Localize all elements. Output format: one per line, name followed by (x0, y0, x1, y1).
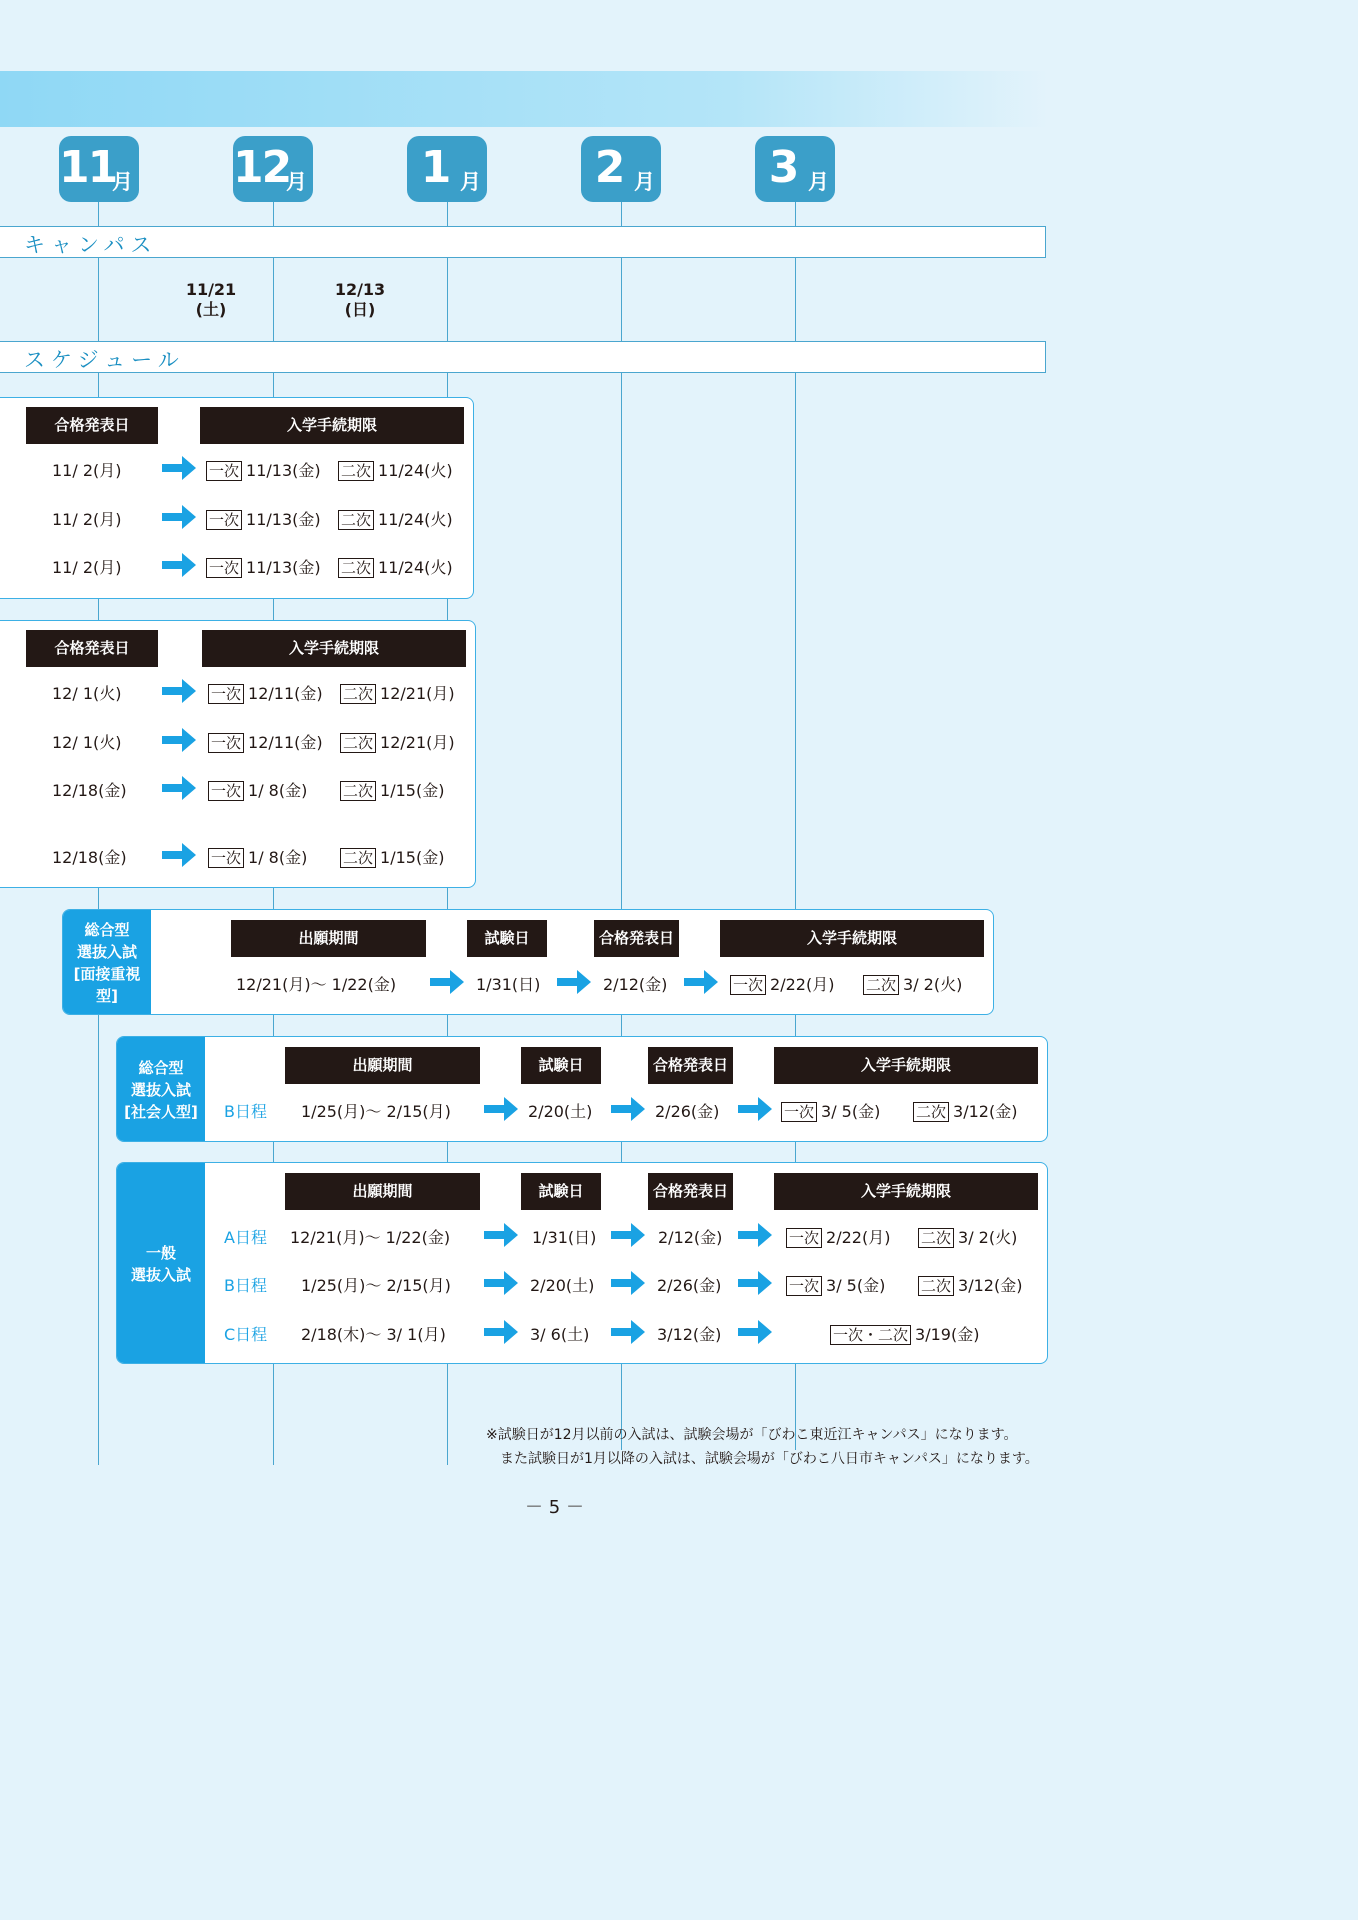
header-exam-date: 試験日 (521, 1047, 601, 1084)
second-date: 1/15(金) (380, 781, 445, 800)
pass-date: 12/ 1(火) (52, 684, 122, 703)
second-tag: 二次 (340, 848, 376, 868)
apply-period: 1/25(月)～ 2/15(月) (301, 1276, 451, 1295)
pass-date: 11/ 2(月) (52, 510, 122, 529)
second-date: 12/21(月) (380, 733, 455, 752)
second-deadline (863, 972, 962, 995)
schedule-block-3 (62, 909, 994, 1015)
pass-date: 11/ 2(月) (52, 558, 122, 577)
combined-date: 3/19(金) (915, 1325, 980, 1344)
first-deadline (208, 681, 323, 704)
arrow-icon (162, 728, 196, 752)
second-deadline (338, 555, 453, 578)
pass-date: 12/ 1(火) (52, 733, 122, 752)
first-date: 3/ 5(金) (821, 1102, 881, 1121)
first-deadline (786, 1225, 890, 1248)
header-apply-period: 出願期間 (285, 1047, 480, 1084)
arrow-icon (738, 1320, 772, 1344)
side-line: [面接重視型] (73, 965, 141, 1005)
block-side-label (63, 910, 151, 1015)
note-line-1: ※試験日が12月以前の入試は、試験会場が「びわこ東近江キャンパス」になります。 (486, 1427, 1018, 1443)
header-enroll-deadline: 入学手続期限 (720, 920, 984, 957)
campus-band (0, 226, 1046, 258)
first-deadline (730, 972, 834, 995)
second-deadline (338, 507, 453, 530)
first-deadline (206, 458, 321, 481)
note-line-2: また試験日が1月以降の入試は、試験会場が「びわこ八日市キャンパス」になります。 (500, 1451, 1039, 1467)
first-tag: 一次 (208, 848, 244, 868)
campus-day: (日) (344, 300, 376, 319)
first-deadline (781, 1099, 880, 1122)
top-band (0, 71, 1048, 127)
header-exam-date: 試験日 (521, 1173, 601, 1210)
month-badge-3 (755, 136, 835, 202)
second-deadline (913, 1099, 1017, 1122)
first-deadline (208, 730, 323, 753)
exam-date: 2/20(土) (530, 1276, 595, 1295)
arrow-icon (738, 1097, 772, 1121)
second-tag: 二次 (338, 510, 374, 530)
arrow-icon (484, 1223, 518, 1247)
arrow-icon (611, 1320, 645, 1344)
arrow-icon (162, 843, 196, 867)
campus-date: 11/21 (185, 280, 237, 299)
month-badge-1 (407, 136, 487, 202)
schedule-block-1 (0, 397, 474, 599)
month-unit: 月 (460, 170, 481, 194)
month-badge-11 (59, 136, 139, 202)
side-line: 選抜入試 (130, 1081, 191, 1099)
arrow-icon (611, 1223, 645, 1247)
both-tag: 一次・二次 (830, 1325, 911, 1345)
apply-period: 12/21(月)～ 1/22(金) (236, 975, 397, 994)
arrow-icon (430, 970, 464, 994)
second-tag: 二次 (338, 558, 374, 578)
arrow-icon (738, 1223, 772, 1247)
second-date: 11/24(火) (378, 558, 453, 577)
arrow-icon (162, 776, 196, 800)
first-date: 11/13(金) (246, 558, 321, 577)
exam-date: 3/ 6(土) (530, 1325, 590, 1344)
month-number: 11 (59, 142, 117, 193)
side-line: 総合型 (84, 921, 130, 939)
header-apply-period: 出願期間 (231, 920, 426, 957)
exam-date: 2/20(土) (528, 1102, 593, 1121)
first-date: 1/ 8(金) (248, 781, 308, 800)
apply-period: 1/25(月)～ 2/15(月) (301, 1102, 451, 1121)
second-deadline (340, 778, 444, 801)
second-deadline (918, 1225, 1017, 1248)
first-date: 11/13(金) (246, 510, 321, 529)
schedule-label-b: B日程 (224, 1102, 267, 1121)
pass-date: 12/18(金) (52, 848, 127, 867)
campus-day: (土) (195, 300, 227, 319)
campus-label: キャンパス (24, 233, 158, 257)
second-date: 3/12(金) (953, 1102, 1018, 1121)
first-tag: 一次 (206, 461, 242, 481)
arrow-icon (162, 505, 196, 529)
month-badge-12 (233, 136, 313, 202)
second-deadline (340, 681, 455, 704)
schedule-label: A日程 (224, 1228, 267, 1247)
first-date: 3/ 5(金) (826, 1276, 886, 1295)
apply-period: 12/21(月)～ 1/22(金) (290, 1228, 451, 1247)
schedule-label: B日程 (224, 1276, 267, 1295)
second-tag: 二次 (913, 1102, 949, 1122)
first-date: 11/13(金) (246, 461, 321, 480)
first-tag: 一次 (730, 975, 766, 995)
campus-date: 12/13 (334, 280, 386, 299)
arrow-icon (484, 1320, 518, 1344)
second-date: 1/15(金) (380, 848, 445, 867)
month-unit: 月 (634, 170, 655, 194)
pass-date: 2/12(金) (658, 1228, 723, 1247)
schedule-block-4 (116, 1036, 1048, 1142)
second-date: 11/24(火) (378, 510, 453, 529)
second-tag: 二次 (340, 781, 376, 801)
second-tag: 二次 (340, 733, 376, 753)
arrow-icon (611, 1097, 645, 1121)
header-enroll-deadline: 入学手続期限 (774, 1173, 1038, 1210)
first-deadline (786, 1273, 885, 1296)
month-unit: 月 (286, 170, 307, 194)
arrow-icon (162, 553, 196, 577)
first-date: 1/ 8(金) (248, 848, 308, 867)
month-unit: 月 (808, 170, 829, 194)
campus-date-1 (171, 280, 251, 320)
schedule-label: スケジュール (24, 348, 185, 372)
header-exam-date: 試験日 (467, 920, 547, 957)
second-date: 3/12(金) (958, 1276, 1023, 1295)
first-tag: 一次 (786, 1228, 822, 1248)
arrow-icon (611, 1271, 645, 1295)
first-tag: 一次 (206, 510, 242, 530)
first-deadline (206, 507, 321, 530)
exam-date: 1/31(日) (532, 1228, 597, 1247)
pass-date: 2/26(金) (655, 1102, 720, 1121)
header-pass-date: 合格発表日 (648, 1047, 733, 1084)
exam-date: 1/31(日) (476, 975, 541, 994)
first-tag: 一次 (781, 1102, 817, 1122)
first-date: 12/11(金) (248, 733, 323, 752)
schedule-block-5 (116, 1162, 1048, 1364)
second-date: 3/ 2(火) (903, 975, 963, 994)
first-deadline (208, 845, 307, 868)
first-tag: 一次 (208, 781, 244, 801)
first-date: 2/22(月) (770, 975, 835, 994)
side-line: [社会人型] (124, 1103, 198, 1121)
second-tag: 二次 (340, 684, 376, 704)
header-apply-period: 出願期間 (285, 1173, 480, 1210)
apply-period: 2/18(木)～ 3/ 1(月) (301, 1325, 446, 1344)
month-number: 2 (594, 142, 624, 193)
first-date: 2/22(月) (826, 1228, 891, 1247)
arrow-icon (738, 1271, 772, 1295)
month-number: 3 (768, 142, 798, 193)
side-line: 選抜入試 (76, 943, 137, 961)
header-pass-date: 合格発表日 (594, 920, 679, 957)
second-date: 11/24(火) (378, 461, 453, 480)
month-unit: 月 (112, 170, 133, 194)
arrow-icon (162, 679, 196, 703)
side-line: 一般 (145, 1244, 176, 1262)
page-number: － 5 － (525, 1497, 584, 1518)
schedule-block-2 (0, 620, 476, 888)
header-pass-date: 合格発表日 (26, 407, 158, 444)
second-deadline (340, 730, 455, 753)
first-tag: 一次 (786, 1276, 822, 1296)
pass-date: 2/26(金) (657, 1276, 722, 1295)
second-tag: 二次 (338, 461, 374, 481)
first-tag: 一次 (208, 684, 244, 704)
combined-deadline (830, 1322, 979, 1345)
second-deadline (918, 1273, 1022, 1296)
schedule-label: C日程 (224, 1325, 268, 1344)
month-number: 1 (420, 142, 450, 193)
first-deadline (206, 555, 321, 578)
second-date: 3/ 2(火) (958, 1228, 1018, 1247)
second-deadline (338, 458, 453, 481)
side-line: 選抜入試 (130, 1266, 191, 1284)
arrow-icon (484, 1271, 518, 1295)
arrow-icon (684, 970, 718, 994)
first-deadline (208, 778, 307, 801)
pass-date: 12/18(金) (52, 781, 127, 800)
month-badge-2 (581, 136, 661, 202)
second-deadline (340, 845, 444, 868)
schedule-band (0, 341, 1046, 373)
arrow-icon (557, 970, 591, 994)
block-side-label (117, 1163, 205, 1364)
arrow-icon (484, 1097, 518, 1121)
second-tag: 二次 (918, 1228, 954, 1248)
second-tag: 二次 (863, 975, 899, 995)
second-tag: 二次 (918, 1276, 954, 1296)
header-pass-date: 合格発表日 (26, 630, 158, 667)
side-line: 総合型 (138, 1059, 184, 1077)
pass-date: 2/12(金) (603, 975, 668, 994)
campus-date-2 (320, 280, 400, 320)
header-enroll-deadline: 入学手続期限 (202, 630, 466, 667)
pass-date: 11/ 2(月) (52, 461, 122, 480)
first-tag: 一次 (208, 733, 244, 753)
first-tag: 一次 (206, 558, 242, 578)
pass-date: 3/12(金) (657, 1325, 722, 1344)
second-date: 12/21(月) (380, 684, 455, 703)
arrow-icon (162, 456, 196, 480)
block-side-label (117, 1037, 205, 1142)
header-pass-date: 合格発表日 (648, 1173, 733, 1210)
month-number: 12 (233, 142, 291, 193)
header-enroll-deadline: 入学手続期限 (200, 407, 464, 444)
first-date: 12/11(金) (248, 684, 323, 703)
header-enroll-deadline: 入学手続期限 (774, 1047, 1038, 1084)
